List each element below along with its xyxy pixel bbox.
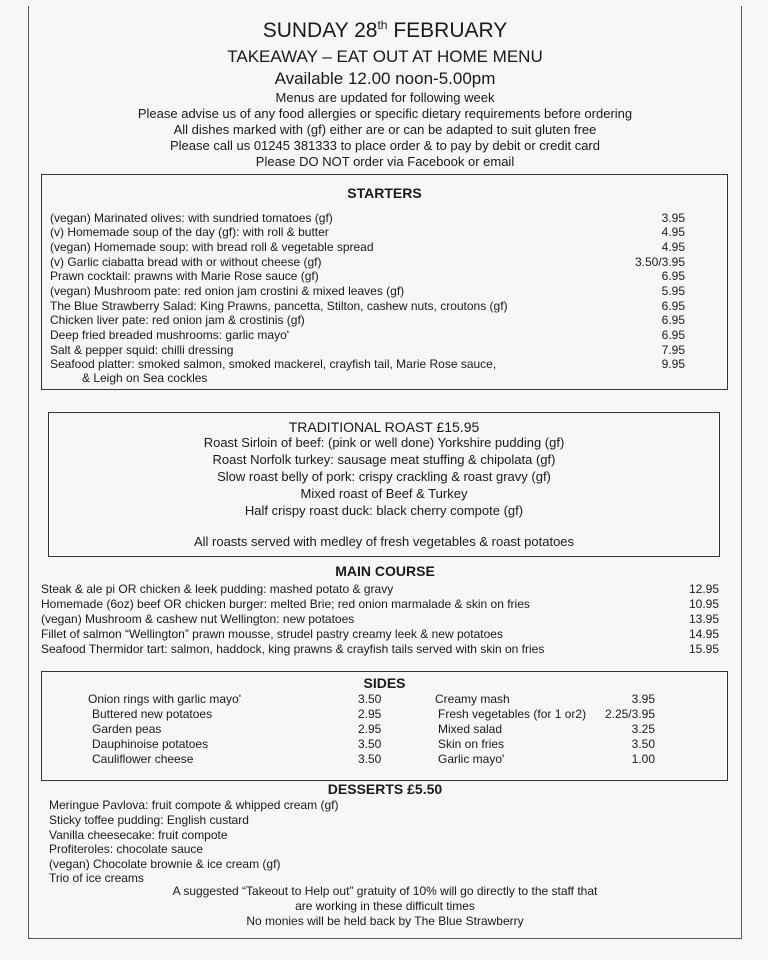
info-line: Please advise us of any food allergies or specific dietary requirements before ordering <box>137 106 633 121</box>
starters-title: STARTERS <box>347 185 422 201</box>
roast-note: All roasts served with medley of fresh vegetables & roast potatoes <box>193 534 575 549</box>
dessert-item: (vegan) Chocolate brownie & ice cream (gf) <box>49 857 281 871</box>
gratuity-note: A suggested “Takeout to Help out” gratuity of 10% will go directly to the staff that <box>172 884 598 898</box>
info-line: Please call us 01245 381333 to place order & to pay by debit or credit card <box>170 138 600 153</box>
starter-item: (vegan) Mushroom pate: red onion jam crostini & mixed leaves (gf) <box>50 284 405 298</box>
starter-item: (vegan) Homemade soup: with bread roll & vegetable spread <box>50 240 374 254</box>
main-item: Homemade (6oz) beef OR chicken burger: melted Brie; red onion marmalade & skin on fries <box>41 597 530 611</box>
starter-price: 4.95 <box>661 240 685 254</box>
side-item: Cauliflower cheese <box>92 752 194 766</box>
roast-item: Slow roast belly of pork: crispy crackling & roast gravy (gf) <box>217 469 551 484</box>
starter-price: 5.95 <box>661 284 685 298</box>
starter-price: 6.95 <box>661 313 685 327</box>
dessert-item: Sticky toffee pudding: English custard <box>49 813 249 827</box>
main-item: (vegan) Mushroom & cashew nut Wellington: new potatoes <box>41 612 355 626</box>
starter-item: (vegan) Marinated olives: with sundried tomatoes (gf) <box>50 211 333 225</box>
roast-item: Roast Norfolk turkey: sausage meat stuffing & chipolata (gf) <box>212 452 556 467</box>
starter-price: 3.95 <box>661 211 685 225</box>
starter-price: 4.95 <box>661 225 685 239</box>
roast-section <box>48 412 720 557</box>
starter-price: 6.95 <box>661 328 685 342</box>
side-item: Fresh vegetables (for 1 or2) <box>438 707 587 721</box>
side-price: 2.95 <box>358 722 382 736</box>
main-price: 13.95 <box>688 612 719 626</box>
side-price: 2.25/3.95 <box>604 707 655 721</box>
starter-item: (v) Garlic ciabatta bread with or without cheese (gf) <box>50 255 322 269</box>
starter-item: Salt & pepper squid: chilli dressing <box>50 343 234 357</box>
dessert-item: Profiteroles: chocolate sauce <box>49 842 204 856</box>
side-item: Garlic mayo' <box>438 752 505 766</box>
side-price: 3.25 <box>631 722 655 736</box>
main-price: 14.95 <box>688 627 719 641</box>
starter-price: 6.95 <box>661 299 685 313</box>
main-course-title: MAIN COURSE <box>335 563 435 579</box>
starter-price: 6.95 <box>661 269 685 283</box>
starter-item: Prawn cocktail: prawns with Marie Rose sauce (gf) <box>50 269 319 283</box>
main-item: Fillet of salmon “Wellington” prawn mousse, strudel pastry creamy leek & new potatoes <box>41 627 503 641</box>
dessert-item: Meringue Pavlova: fruit compote & whipped cream (gf) <box>49 798 339 812</box>
info-notes <box>29 90 741 170</box>
side-price: 3.50 <box>631 737 655 751</box>
side-item: Creamy mash <box>435 692 510 706</box>
starter-item: Seafood platter: smoked salmon, smoked mackerel, crayfish tail, Marie Rose sauce, <box>50 357 497 371</box>
starter-item: Deep fried breaded mushrooms: garlic mayo' <box>50 328 290 342</box>
side-price: 1.00 <box>631 752 655 766</box>
side-price: 3.50 <box>358 737 382 751</box>
starter-price: 9.95 <box>661 357 685 371</box>
starters-section <box>41 174 728 390</box>
side-item: Buttered new potatoes <box>92 707 213 721</box>
menu-date-title: SUNDAY 28th FEBRUARY <box>262 18 508 42</box>
roast-item: Half crispy roast duck: black cherry compote (gf) <box>244 503 524 518</box>
main-item: Steak & ale pi OR chicken & leek pudding: mashed potato & gravy <box>41 582 394 596</box>
main-item: Seafood Thermidor tart: salmon, haddock, king prawns & crayfish tails served with skin on fries <box>41 642 545 656</box>
starter-price: 3.50/3.95 <box>634 255 685 269</box>
roast-item: Roast Sirloin of beef: (pink or well done) Yorkshire pudding (gf) <box>203 435 565 450</box>
side-price: 3.50 <box>358 692 382 706</box>
info-line: All dishes marked with (gf) either are or can be adapted to suit gluten free <box>173 122 597 137</box>
starter-item: & Leigh on Sea cockles <box>82 371 208 385</box>
gratuity-note: No monies will be held back by The Blue Strawberry <box>246 914 524 928</box>
info-line: Please DO NOT order via Facebook or email <box>255 154 515 169</box>
main-price: 12.95 <box>688 582 719 596</box>
roast-item: Mixed roast of Beef & Turkey <box>300 486 468 501</box>
side-item: Garden peas <box>92 722 162 736</box>
dessert-item: Trio of ice creams <box>49 871 144 885</box>
side-item: Dauphinoise potatoes <box>92 737 209 751</box>
desserts-title: DESSERTS £5.50 <box>327 781 443 797</box>
starter-price: 7.95 <box>661 343 685 357</box>
info-line: Menus are updated for following week <box>275 90 495 105</box>
side-item: Onion rings with garlic mayo' <box>88 692 242 706</box>
side-price: 3.50 <box>358 752 382 766</box>
starter-item: Chicken liver pate: red onion jam & crostinis (gf) <box>50 313 305 327</box>
sides-title: SIDES <box>363 675 406 691</box>
dessert-item: Vanilla cheesecake: fruit compote <box>49 828 228 842</box>
gratuity-note: are working in these difficult times <box>295 899 475 913</box>
side-item: Skin on fries <box>438 737 505 751</box>
menu-subtitle: TAKEAWAY – EAT OUT AT HOME MENU <box>227 47 543 66</box>
starter-item: (v) Homemade soup of the day (gf): with roll & butter <box>50 225 329 239</box>
main-price: 15.95 <box>688 642 719 656</box>
main-price: 10.95 <box>688 597 719 611</box>
side-item: Mixed salad <box>438 722 503 736</box>
starter-item: The Blue Strawberry Salad: King Prawns, pancetta, Stilton, cashew nuts, croutons (gf) <box>50 299 508 313</box>
roast-title: TRADITIONAL ROAST £15.95 <box>288 419 480 435</box>
side-price: 3.95 <box>631 692 655 706</box>
sides-section <box>41 671 728 781</box>
availability-text: Available 12.00 noon-5.00pm <box>274 69 496 88</box>
side-price: 2.95 <box>358 707 382 721</box>
menu-page <box>28 6 742 939</box>
